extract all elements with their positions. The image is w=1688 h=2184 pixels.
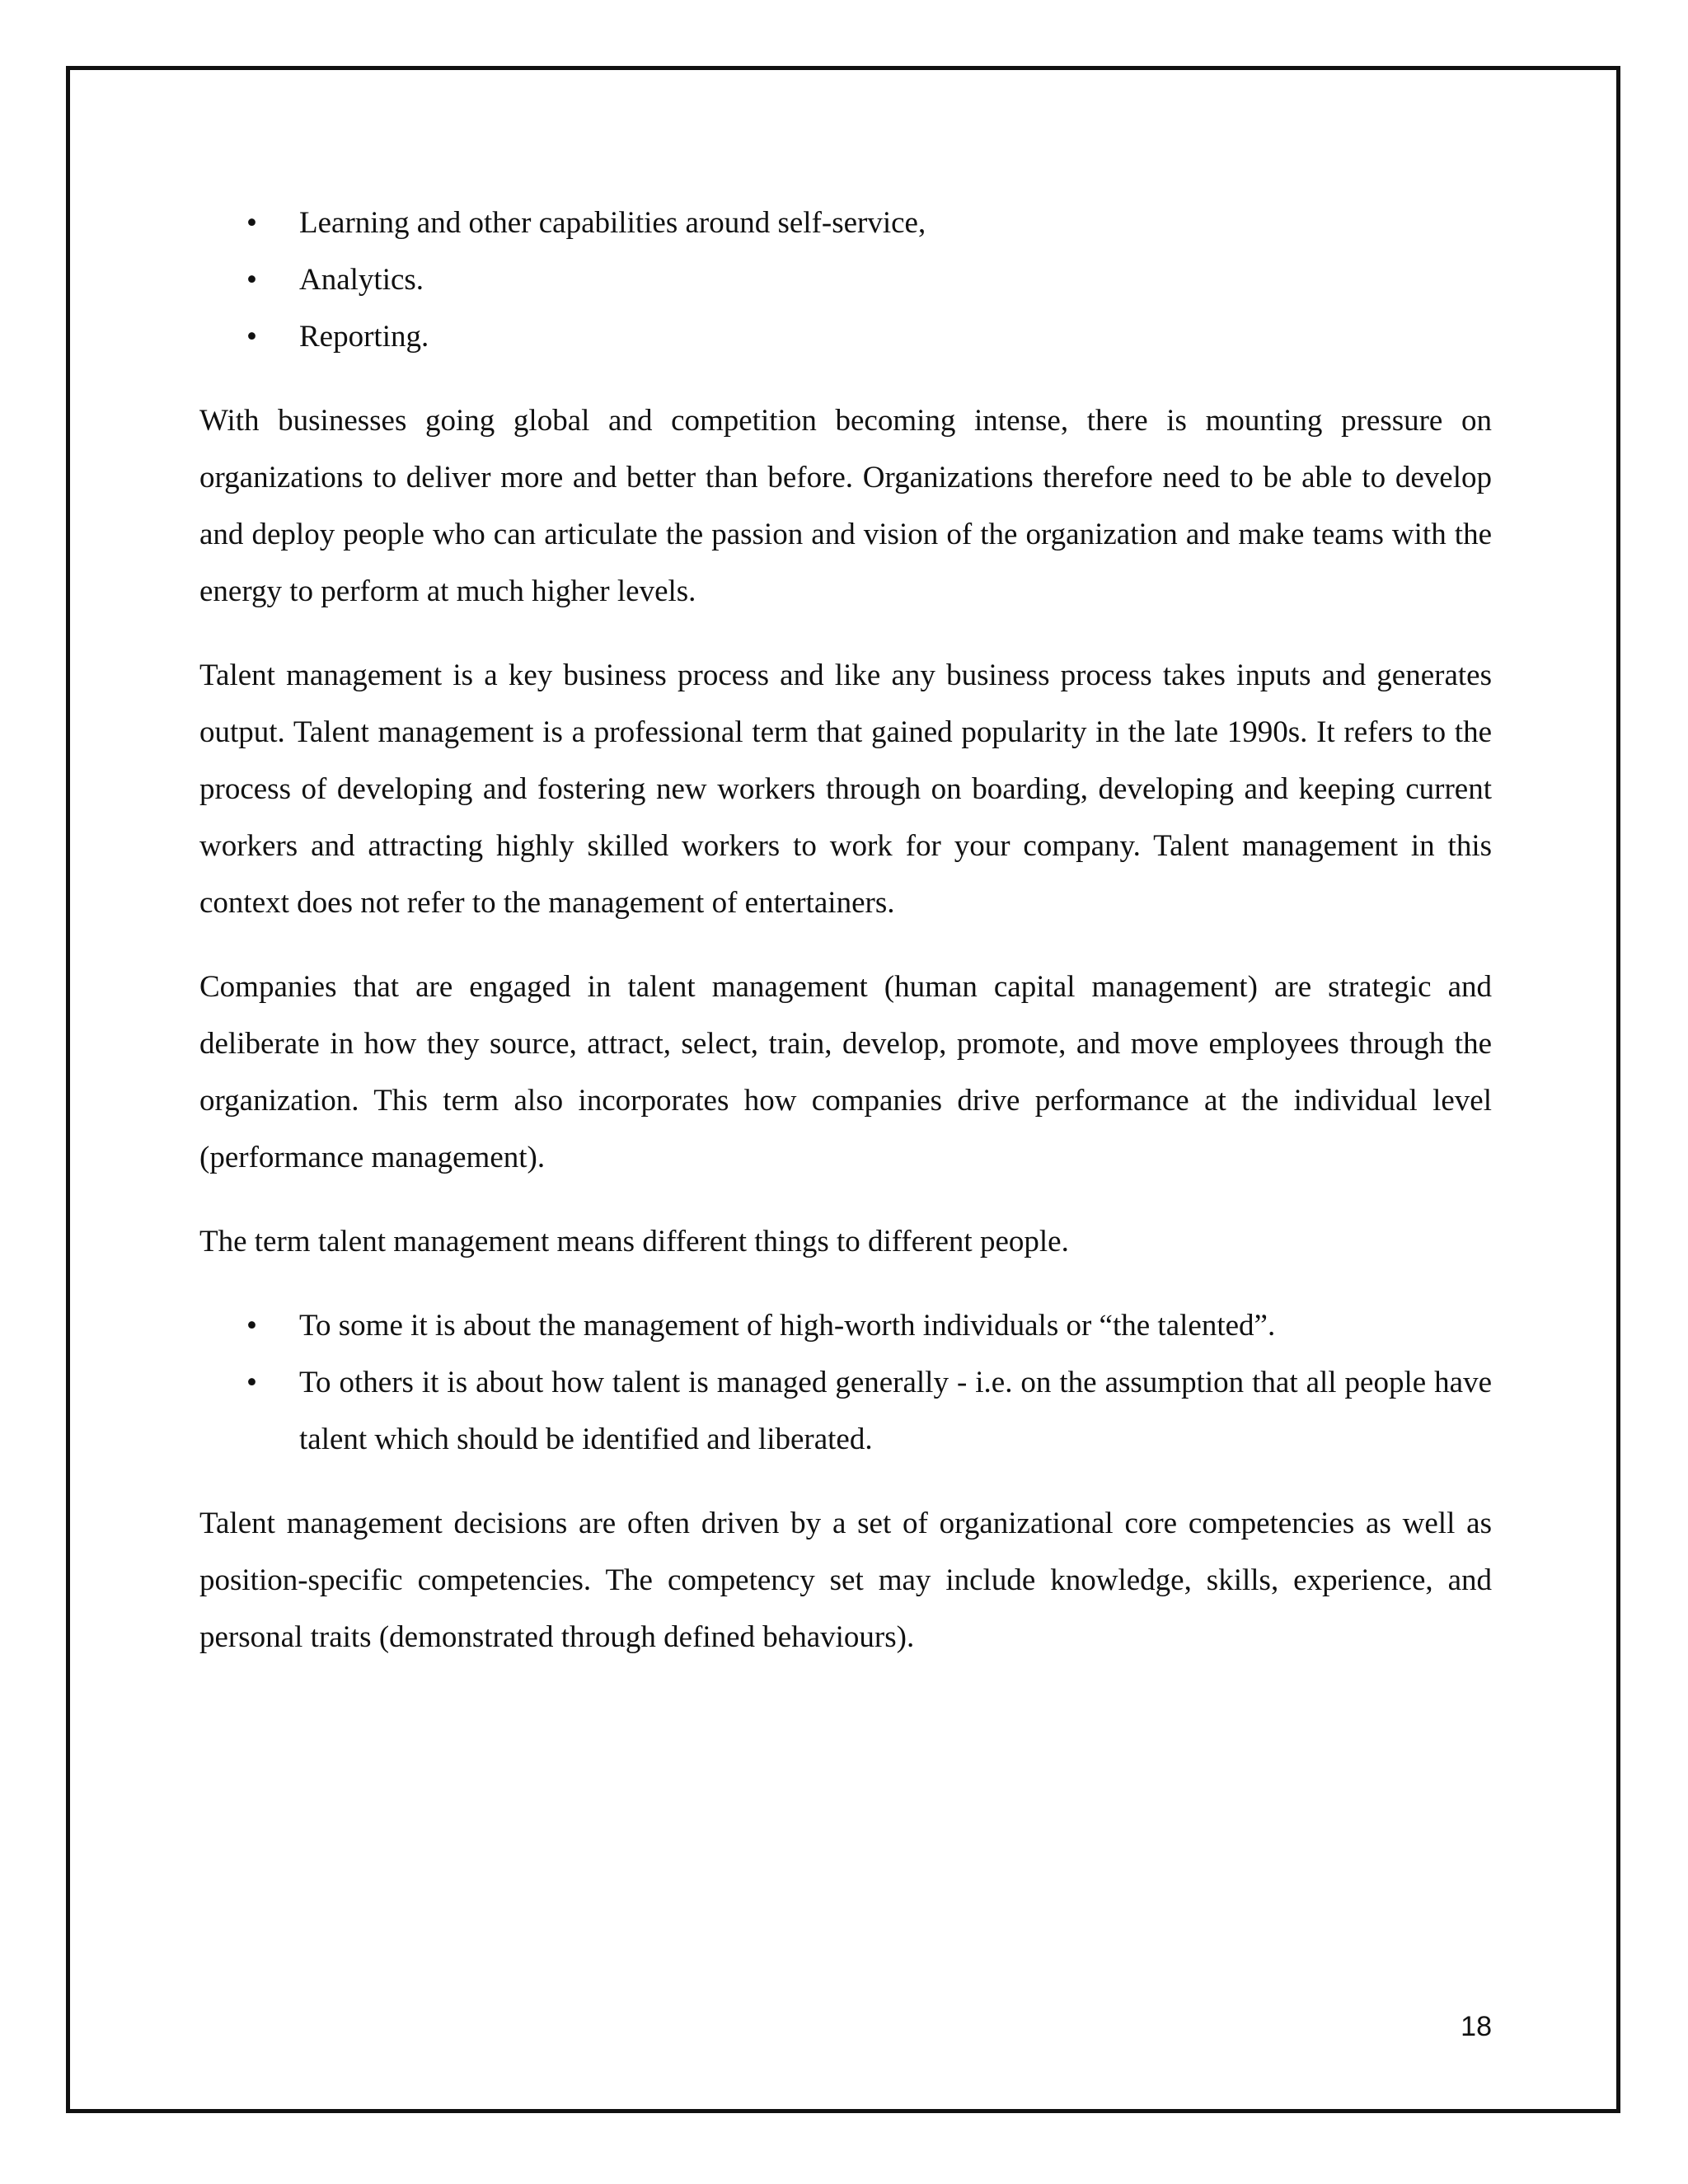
paragraph-global-pressure: With businesses going global and competition becoming intense, there is mounting pressure on organizations to deliver more and better than before. Organizations therefore need to be able to develop and deploy people who can articulate the passion and vision of the organization and make teams with the energy to perform at much higher levels. (199, 404, 1492, 608)
paragraph-human-capital: Companies that are engaged in talent management (human capital management) are strategic and deliberate in how they source, attract, select, train, develop, promote, and move employees through the organization. This term also incorporates how companies drive performance at the individual level (performance management). (199, 970, 1492, 1174)
list-item-text: Learning and other capabilities around self-service, (299, 206, 926, 240)
list-item (199, 1297, 1492, 1354)
bullet-icon: • (246, 206, 257, 240)
bullet-icon: • (246, 320, 257, 354)
list-item (199, 251, 1492, 308)
bullet-icon: • (246, 263, 257, 297)
paragraph-competencies: Talent management decisions are often driven by a set of organizational core competencies as well as position-specific competencies. The competency set may include knowledge, skills, experience, and personal traits (demonstrated through defined behaviours). (199, 1507, 1492, 1654)
bullet-list-meanings (199, 1297, 1492, 1468)
paragraph-talent-definition: Talent management is a key business process and like any business process takes inputs and generates output. Talent management is a professional term that gained popularity in the late 1990s. It refers to the process of developing and fostering new workers through on boarding, developing and keeping current workers and attracting highly skilled workers to work for your company. Talent management in this context does not refer to the management of entertainers. (199, 658, 1492, 920)
page-content (199, 194, 1492, 1693)
page-number: 18 (1461, 2011, 1492, 2042)
list-item-text: Reporting. (299, 320, 429, 354)
list-item-text: To some it is about the management of high-worth individuals or “the talented”. (299, 1309, 1276, 1343)
list-item (199, 194, 1492, 251)
bullet-icon: • (246, 1366, 257, 1399)
bullet-icon: • (246, 1309, 257, 1343)
bullet-list-capabilities (199, 194, 1492, 365)
list-item (199, 308, 1492, 365)
list-item-text: To others it is about how talent is managed generally - i.e. on the assumption that all people have talent which should be identified and liberated. (299, 1366, 1492, 1456)
list-item (199, 1354, 1492, 1468)
paragraph-different-meanings: The term talent management means different things to different people. (199, 1225, 1069, 1258)
list-item-text: Analytics. (299, 263, 424, 297)
